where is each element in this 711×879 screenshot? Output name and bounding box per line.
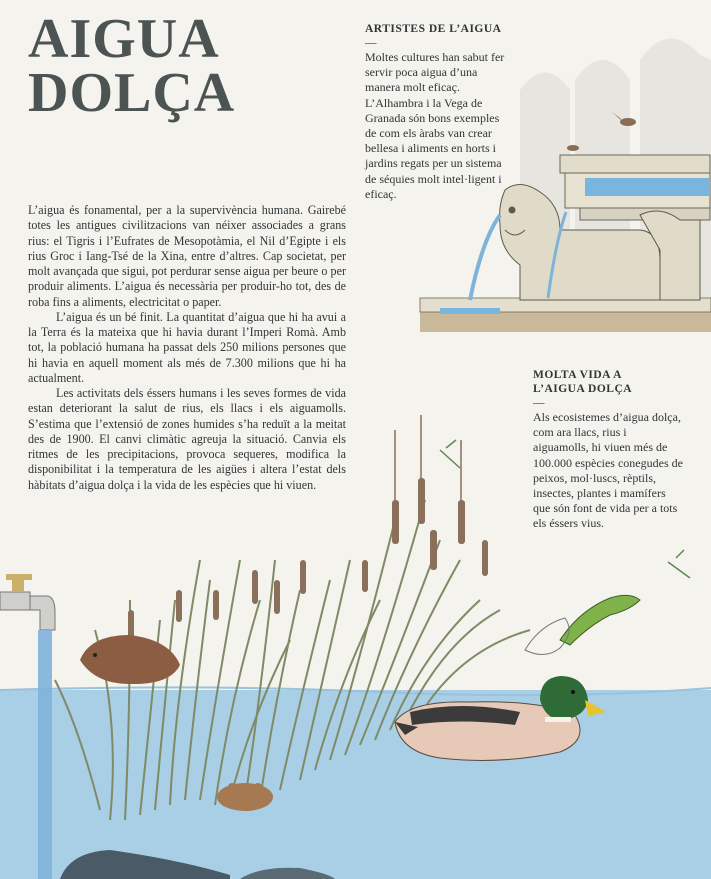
sidebar-artistes-aigua [365,22,511,202]
artistes-body: Moltes cultures han sabut fer servir poca aigua d’una manera molt eficaç. L’Alhambra i la Vega de Granada són bons exemples de com els àrabs van crear bellesa i aliments en horts i jardins regats per un sistema de séquies molt intel·ligent i eficaç. [365,50,505,201]
artistes-dash: — [365,37,377,49]
intro-paragraph-3: Les activitats dels éssers humans i les seves formes de vida estan deteriorant la salut de rius, els llacs i els aiguamolls. S’estima que l’extensió de zones humides s’ha reduït a la meitat des de 1900. El canvi climàtic agreuja la situació. Canvia els ritmes de les precipitacions, provoca sequeres, modifica la disponibilitat i la temperatura de les aigües i altera l’estat dels hàbitats d’aigua dolça i la vida de les espècies que hi viuen. [28,386,346,492]
molta-vida-heading-1: MOLTA VIDA A [533,369,622,381]
title-line-1: AIGUA [28,8,220,70]
molta-vida-heading-2: L’AIGUA DOLÇA [533,383,633,395]
artistes-heading: ARTISTES DE L’AIGUA [365,23,502,35]
toad [217,783,273,811]
sidebar-molta-vida [533,368,683,532]
molta-vida-dash: — [533,397,545,409]
page-title [28,8,236,124]
intro-paragraph-2: L’aigua és un bé finit. La quantitat d’aigua que hi ha avui a la Terra és la mateixa que hi havia durant l’Imperi Romà. Amb tot, la població humana ha passat dels 250 milions persones que hi havia en aquell moment als més de 7.300 milions que hi ha actualment. [28,309,346,385]
cattail-heads [128,478,488,642]
molta-vida-body: Als ecosistemes d’aigua dolça, com ara llacs, rius i aiguamolls, hi viuen més de 100.000 espècies conegudes de peixos, mol·luscs, rèptils, insectes, plantes i mamífers que són font de vida per a tots els éssers vius. [533,410,683,531]
frog [560,595,640,645]
title-line-2: DOLÇA [28,62,236,124]
fountain-jet [470,215,500,300]
intro-paragraph-1: L’aigua és fonamental, per a la supervivència humana. Gairebé totes les antigues civilitzacions van néixer associades a grans rius: el Tigris i l’Eufrates de Mesopotàmia, el Nil d’Egipte i els rius Groc i Iang-Tsé de la Xina, entre d’altres. Cap societat, per molt avançada que sigui, pot perdurar sense aigua per beure o per produir aliments. L’aigua és necessària per produir-ho tot, des de roba fins a aliments, electricitat o paper. [28,203,346,309]
intro-text [28,203,346,493]
beaver [80,635,180,684]
